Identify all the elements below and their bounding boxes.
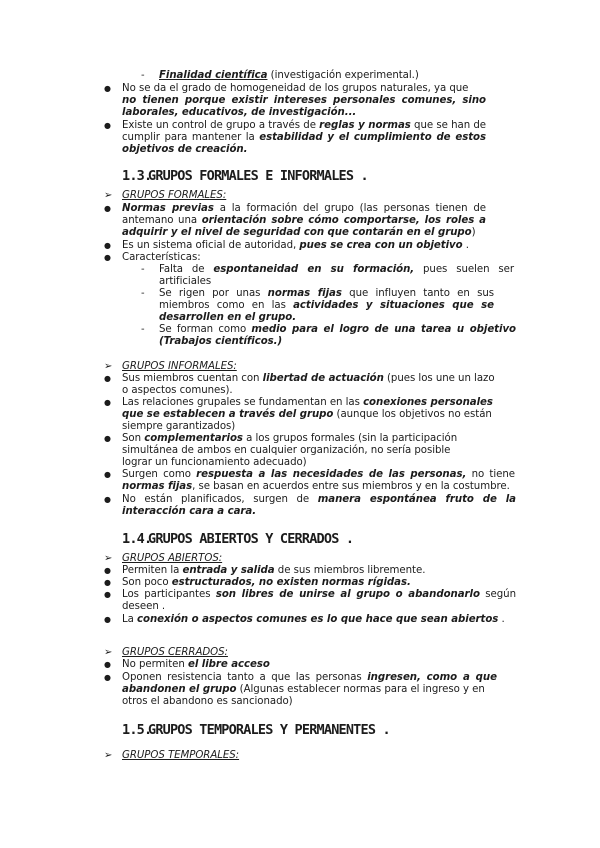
arrow-bullet-icon: ➢ [104,190,113,201]
list-item-cont: lograr un funcionamiento adecuado) [122,457,307,468]
sub-list-item: Se rigen por unas normas fijas que influyen tanto en sus [159,288,494,299]
sub-list-item: Se forman como medio para el logro de una tarea u objetivo [159,324,516,335]
list-item: La conexión o aspectos comunes es lo que hace que sean abiertos . [122,614,505,625]
list-item-cont: abandonen el grupo (Algunas establecer normas para el ingreso y en [122,684,485,695]
bullet-icon: ● [104,566,111,575]
arrow-bullet-icon: ➢ [104,750,113,761]
section-heading: 1.5.GRUPOS TEMPORALES Y PERMANENTES . [122,722,390,738]
bullet-icon: ● [104,434,111,443]
bullet-icon: ● [104,590,111,599]
bullet-icon: ● [104,204,111,213]
dash-marker: - [141,288,145,299]
list-item: Es un sistema oficial de autoridad, pues se crea con un objetivo . [122,240,469,251]
list-item-cont: otros el abandono es sancionado) [122,696,293,707]
list-item: Las relaciones grupales se fundamentan en las conexiones personales [122,397,493,408]
list-item-cont: normas fijas, se basan en acuerdos entre sus miembros y en la costumbre. [122,481,510,492]
subsection-heading: GRUPOS INFORMALES: [122,361,237,372]
list-item-cont: simultánea de ambos en cualquier organización, no sería posible [122,445,451,456]
sub-list-item: Falta de espontaneidad en su formación, pues suelen ser [159,264,515,275]
list-item: Los participantes son libres de unirse al grupo o abandonarlo según [122,589,516,600]
list-item: Finalidad científica (investigación experimental.) [159,70,419,81]
bullet-icon: ● [104,578,111,587]
arrow-bullet-icon: ➢ [104,553,113,564]
subsection-heading: GRUPOS FORMALES: [122,190,227,201]
list-item: Permiten la entrada y salida de sus miembros libremente. [122,565,426,576]
subsection-heading: GRUPOS CERRADOS: [122,647,228,658]
list-item: No permiten el libre acceso [122,659,270,670]
list-item-cont: siempre garantizados) [122,421,236,432]
list-item: No se da el grado de homogeneidad de los grupos naturales, ya que [122,83,469,94]
bullet-icon: ● [104,241,111,250]
sub-list-item-cont: artificiales [159,276,212,287]
dash-marker: - [141,70,145,81]
sub-list-item-cont: desarrollen en el grupo. [159,312,297,323]
list-item-cont: deseen . [122,601,166,612]
list-item-cont: cumplir para mantener la estabilidad y el cumplimiento de estos [122,132,486,143]
list-item: Características: [122,252,201,263]
list-item: No están planificados, surgen de manera espontánea fruto de la [122,494,517,505]
bullet-icon: ● [104,253,111,262]
list-item: Sus miembros cuentan con libertad de actuación (pues los une un lazo [122,373,495,384]
list-item: Existe un control de grupo a través de reglas y normas que se han de [122,120,486,131]
list-item-cont: o aspectos comunes). [122,385,233,396]
dash-marker: - [141,264,145,275]
bullet-icon: ● [104,495,111,504]
bullet-icon: ● [104,398,111,407]
list-item-cont: antemano una orientación sobre cómo comportarse, los roles a [122,215,486,226]
subsection-heading: GRUPOS ABIERTOS: [122,553,223,564]
sub-list-item-cont: (Trabajos científicos.) [159,336,283,347]
list-item-cont: adquirir y el nivel de seguridad con que contarán en el grupo) [122,227,476,238]
section-heading: 1.4.GRUPOS ABIERTOS Y CERRADOS . [122,531,354,547]
subsection-heading: GRUPOS TEMPORALES: [122,750,240,761]
bullet-icon: ● [104,615,111,624]
bullet-icon: ● [104,84,111,93]
arrow-bullet-icon: ➢ [104,361,113,372]
bullet-icon: ● [104,374,111,383]
list-item: Son poco estructurados, no existen normas rígidas. [122,577,411,588]
list-item-cont: objetivos de creación. [122,144,248,155]
list-item-cont: no tienen porque existir intereses personales comunes, sino [122,95,486,106]
section-heading: 1.3.GRUPOS FORMALES E INFORMALES . [122,168,368,184]
sub-list-item-cont: miembros como en las actividades y situaciones que se [159,300,495,311]
list-item: Son complementarios a los grupos formales (sin la participación [122,433,458,444]
list-item-cont: interacción cara a cara. [122,506,257,517]
bullet-icon: ● [104,660,111,669]
list-item-cont: laborales, educativos, de investigación... [122,107,357,118]
bullet-icon: ● [104,121,111,130]
list-item-cont: que se establecen a través del grupo (aunque los objetivos no están [122,409,492,420]
dash-marker: - [141,324,145,335]
list-item: Surgen como respuesta a las necesidades de las personas, no tiene [122,469,515,480]
bullet-icon: ● [104,673,111,682]
list-item: Oponen resistencia tanto a que las personas ingresen, como a que [122,672,497,683]
bullet-icon: ● [104,470,111,479]
arrow-bullet-icon: ➢ [104,647,113,658]
list-item: Normas previas a la formación del grupo (las personas tienen de [122,203,486,214]
